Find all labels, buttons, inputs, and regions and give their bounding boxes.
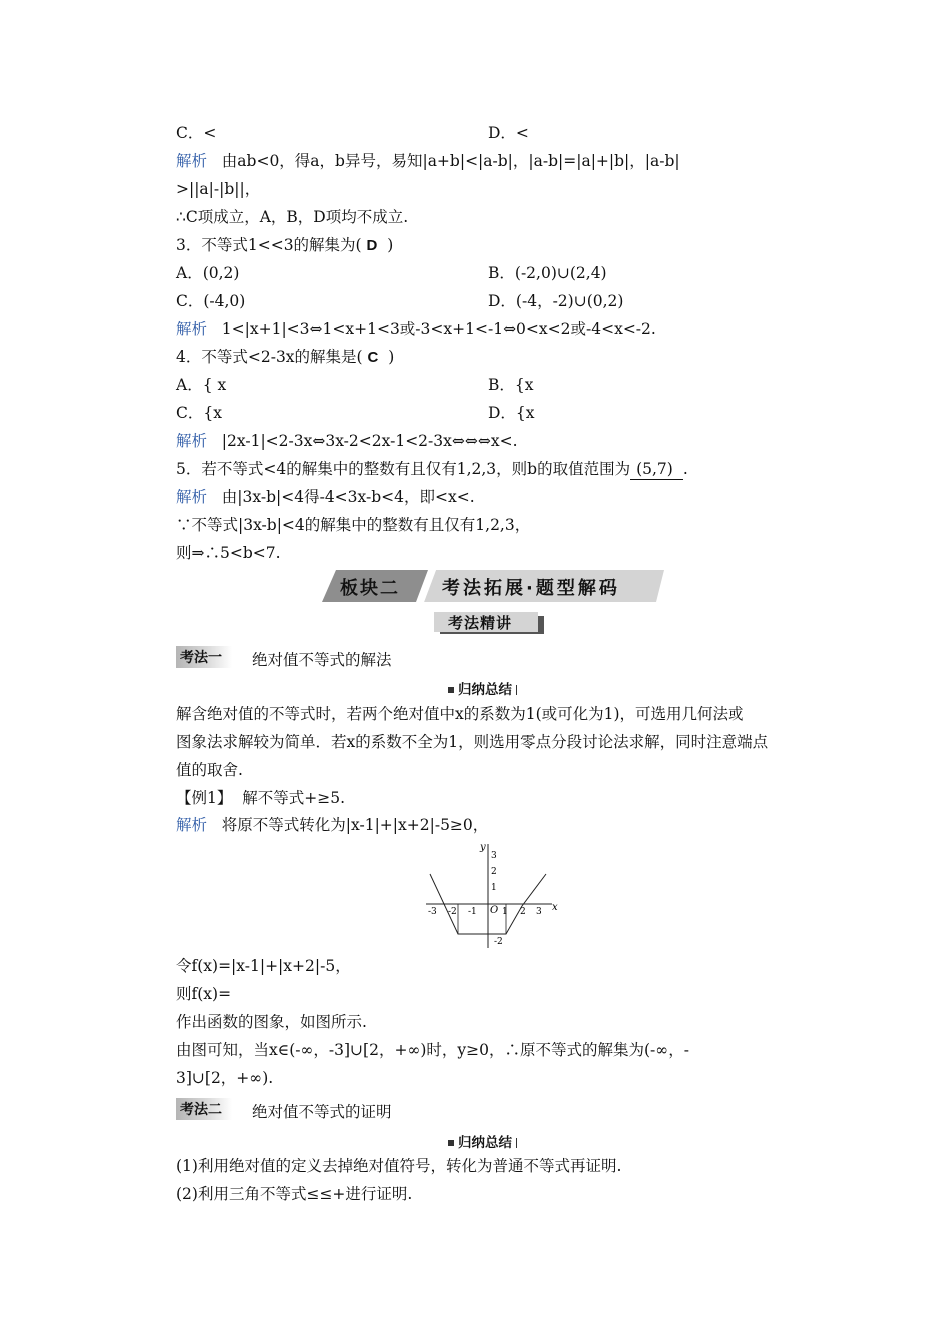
section-banner [318,568,666,604]
q2-conclusion: ∴C项成立，A，B，D项均不成立. [176,208,409,226]
x-tick-label: -1 [468,907,477,917]
method2-summary-title [448,1131,517,1151]
y-tick-label: 3 [491,851,497,861]
q4-stem [176,347,394,368]
q4-analysis-line [176,431,518,451]
q5-analysis-line [176,487,475,507]
x-axis-label: x [552,902,558,913]
analysis-tag: 解析 [176,488,208,506]
method2-tag-text: 考法二 [180,1102,222,1118]
bar-icon [516,1138,517,1148]
method1-tag [176,646,232,668]
example1-analysis-line [176,815,488,835]
y-tick-label: 1 [491,883,497,893]
analysis-tag: 解析 [176,432,208,450]
q3-analysis-line [176,319,656,339]
conclusion-line-2: 3]∪[2，+∞). [176,1069,274,1087]
y-axis-label: y [480,842,486,853]
q3-option-b: B．(-2,0)∪(2,4) [488,264,607,282]
q3-option-c: C．(-4,0) [176,292,246,310]
section-banner-right: 考法拓展·题型解码 [442,578,620,599]
q4-option-a: A．{ x [176,376,227,394]
q3-option-d: D．(-4，-2)∪(0,2) [488,292,624,310]
x-tick-label: 3 [536,907,542,917]
summary-title-text: 归纳总结 [458,682,512,698]
analysis-tag: 解析 [176,320,208,338]
q2-analysis-text: 由ab<0，得a，b异号，易知|a+b|<|a-b|，|a-b|=|a|+|b|，|a-b| [221,152,680,170]
q5-analysis-line2: ∵不等式|3x-b|<4的解集中的整数有且仅有1,2,3， [176,516,531,534]
q3-option-a: A．(0,2) [176,264,240,282]
example1-text: 解不等式+≥5. [242,789,345,807]
q4-analysis-text: |2x-1|<2-3x⇔3x-2<2x-1<2-3x⇔⇔⇔x<. [221,432,518,450]
method1-summary-title [448,678,517,698]
x-tick-label: 2 [520,907,526,917]
q5-answer: (5,7) [630,459,683,480]
q5-stem [176,459,688,480]
analysis-tag: 解析 [176,152,208,170]
analysis-tag: 解析 [176,816,208,834]
method2-item-2: (2)利用三角不等式≤≤+进行证明. [176,1185,413,1203]
method1-summary-2: 图象法求解较为简单．若x的系数不全为1，则选用零点分段讨论法求解，同时注意端点 [176,733,769,751]
q3-stem [176,235,393,256]
method2-tag [176,1098,232,1120]
q4-option-c: C．{x [176,404,222,422]
then-function: 则f(x)= [176,985,232,1003]
method1-tag-text: 考法一 [180,650,222,666]
square-bullet-icon [448,687,454,693]
sub-banner [434,610,546,634]
q4-stem-text: 4．不等式<2-3x的解集是( [176,348,363,366]
q3-stem-text: 3．不等式1<<3的解集为( [176,236,362,254]
y-tick-label: -2 [494,937,503,947]
example1-line [176,788,345,808]
q4-answer: C [367,349,379,366]
conclusion-line-1: 由图可知，当x∈(-∞，-3]∪[2，+∞)时，y≥0，∴原不等式的解集为(-∞，- [176,1041,689,1059]
example1-analysis-text: 将原不等式转化为|x-1|+|x+2|-5≥0， [221,816,489,834]
method1-summary-1: 解含绝对值的不等式时，若两个绝对值中x的系数为1(或可化为1)，可选用几何法或 [176,705,744,723]
bar-icon [516,685,517,695]
method1-title: 绝对值不等式的解法 [252,651,392,669]
q2-analysis-line [176,151,680,171]
method2-title: 绝对值不等式的证明 [252,1103,392,1121]
q5-analysis-line3: 则⇒∴5<b<7. [176,544,281,562]
q2-option-c: C．< [176,124,217,142]
q4-option-b: B．{x [488,376,534,394]
q5-stem-text: 5．若不等式<4的解集中的整数有且仅有1,2,3，则b的取值范围为 [176,460,631,478]
y-tick-label: 2 [491,867,497,877]
x-tick-label: 1 [502,907,508,917]
q5-analysis-text: 由|3x-b|<4得-4<3x-b<4，即<x<. [221,488,475,506]
draw-graph-text: 作出函数的图象，如图所示. [176,1013,367,1031]
example1-label: 【例1】 [176,789,233,807]
sub-banner-text: 考法精讲 [448,614,513,632]
square-bullet-icon [448,1140,454,1146]
q4-stem-end: ) [388,348,395,366]
summary-title-text: 归纳总结 [458,1135,512,1151]
section-banner-left: 板块二 [340,578,400,599]
q3-analysis-text: 1<|x+1|<3⇔1<x+1<3或-3<x+1<-1⇔0<x<2或-4<x<-2. [221,320,656,338]
q2-analysis-cont: >||a|-|b||， [176,180,261,198]
method1-summary-3: 值的取舍. [176,761,243,779]
q5-stem-end: . [682,460,688,478]
origin-label: O [490,905,499,916]
q3-stem-end: ) [387,236,394,254]
x-tick-label: -2 [448,907,457,917]
q2-option-d: D．< [488,124,529,142]
let-function: 令f(x)=|x-1|+|x+2|-5， [176,957,351,975]
method2-item-1: (1)利用绝对值的定义去掉绝对值符号，转化为普通不等式再证明. [176,1157,622,1175]
q3-answer: D [366,237,378,254]
q4-option-d: D．{x [488,404,535,422]
x-tick-label: -3 [428,907,437,917]
function-graph [420,838,560,950]
